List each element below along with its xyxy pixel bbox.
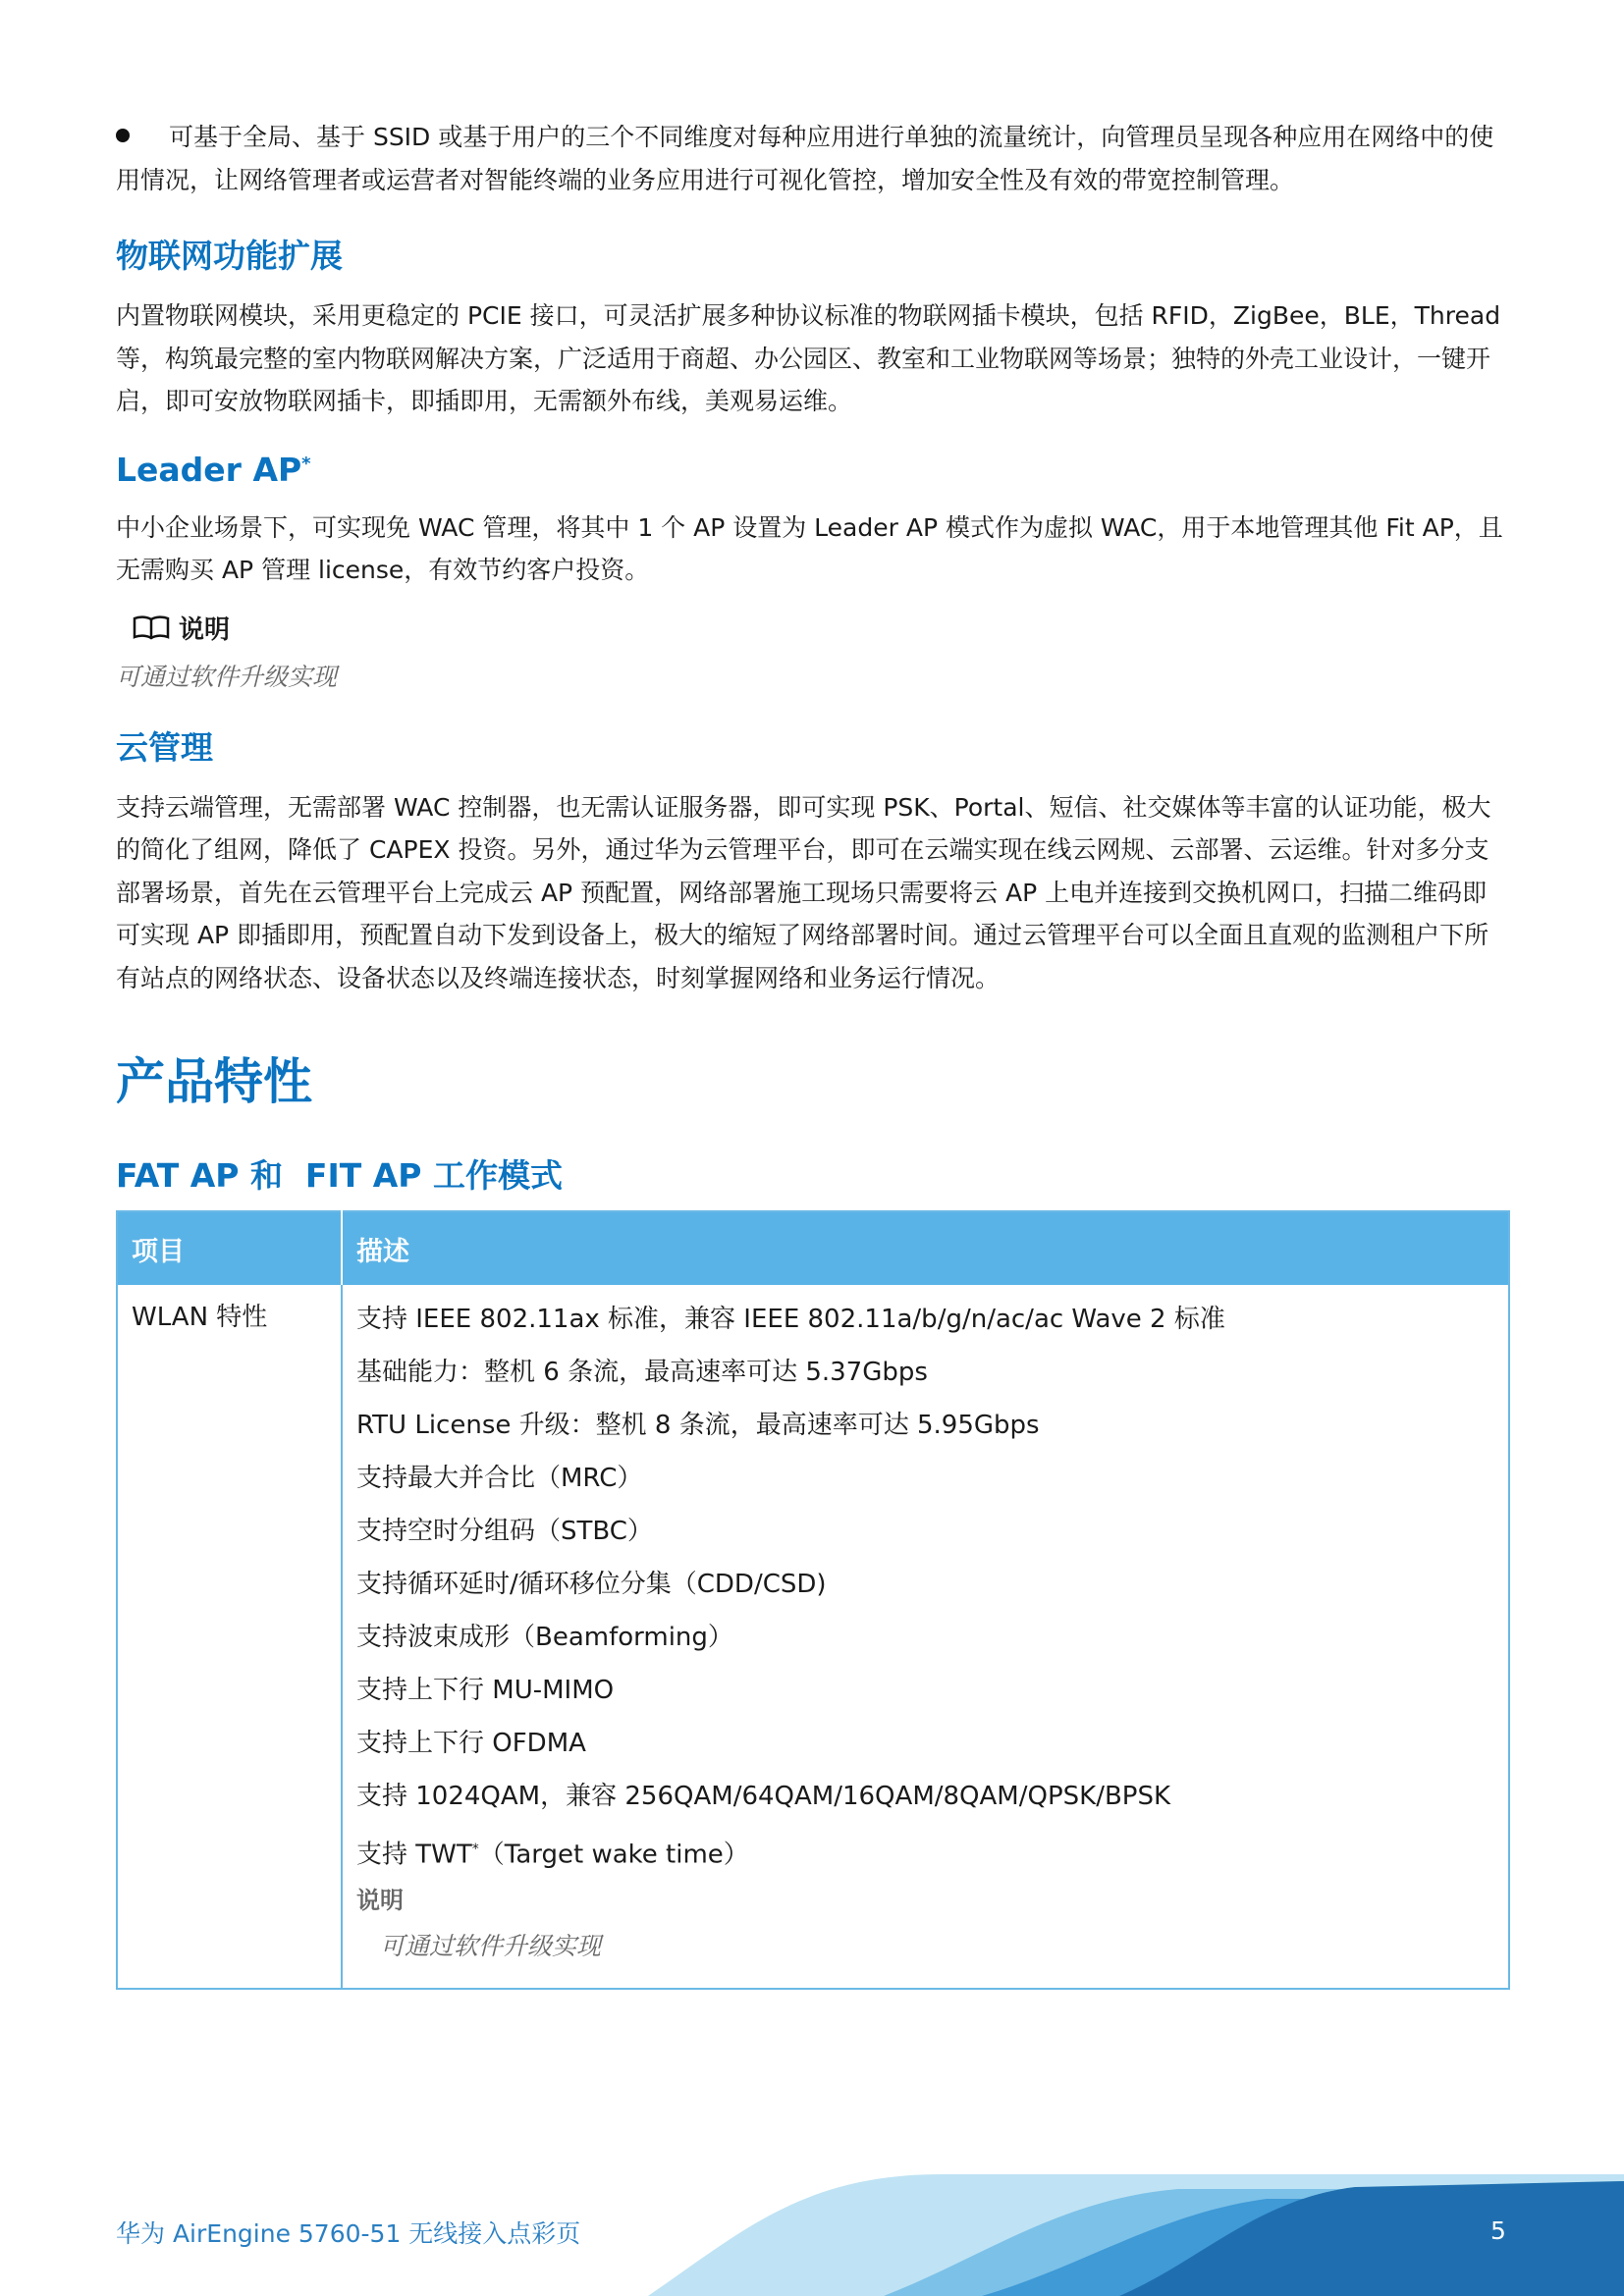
twt-mark: * (471, 1842, 479, 1857)
leader-ap-title-text: Leader AP (116, 450, 302, 489)
leader-ap-note-label: 说明 (179, 614, 231, 645)
leader-ap-section-title (116, 451, 1510, 489)
features-heading: 产品特性 (116, 1053, 312, 1110)
header-item: 项目 (117, 1211, 342, 1285)
spec-line: 基础能力：整机 6 条流，最高速率可达 5.37Gbps (356, 1358, 928, 1387)
footer-title: 华为 AirEngine 5760-51 无线接入点彩页 (116, 2219, 581, 2248)
header-description: 描述 (342, 1211, 1509, 1285)
table-row (117, 1285, 1509, 1989)
page-number: 5 (1490, 2216, 1506, 2245)
leader-ap-section-body: 中小企业场景下，可实现免 WAC 管理，将其中 1 个 AP 设置为 Leader AP 模式作为虚拟 WAC，用于本地管理其他 Fit AP，且无需购买 AP 管理 license，有效节约客户投资。 (116, 512, 1503, 584)
twt-prefix: 支持 TWT (356, 1840, 472, 1870)
intro-bullet-paragraph (116, 116, 1510, 201)
intro-bullet-text: 可基于全局、基于 SSID 或基于用户的三个不同维度对每种应用进行单独的流量统计，向管理员呈现各种应用在网络中的使用情况，让网络管理者或运营者对智能终端的业务应用进行可视化管控，增加安全性及有效的带宽控制管理。 (116, 123, 1494, 194)
spec-line: 支持波束成形（Beamforming） (356, 1623, 733, 1652)
leader-ap-note-heading (132, 610, 1510, 646)
spec-line: 支持 1024QAM，兼容 256QAM/64QAM/16QAM/8QAM/QPSK/BPSK (356, 1782, 1171, 1811)
cloud-section-body: 支持云端管理，无需部署 WAC 控制器，也无需认证服务器，即可实现 PSK、Portal、短信、社交媒体等丰富的认证功能，极大的简化了组网，降低了 CAPEX 投资。另外，通过华为云管理平台，即可在云端实现在线云网规、云部署、云运维。针对多分支部署场景，首先在云管理平台上完成云 AP 预配置，网络部署施工现场只需要将云 AP 上电并连接到交换机网口，扫描二维码即可实现 AP 即插即用，预配置自动下发到设备上，极大的缩短了网络部署时间。通过云管理平台可以全面且直观的监测租户下所有站点的网络状态、设备状态以及终端连接状态，时刻掌握网络和业务运行情况。 (116, 792, 1491, 992)
iot-section-title: 物联网功能扩展 (116, 237, 343, 275)
spec-line: 支持上下行 OFDMA (356, 1729, 586, 1758)
page-content (116, 116, 1510, 1990)
leader-ap-note-text: 可通过软件升级实现 (116, 662, 338, 691)
spec-line: 支持最大并合比（MRC） (356, 1464, 643, 1493)
spec-line: 支持空时分组码（STBC） (356, 1517, 653, 1546)
cloud-section-title: 云管理 (116, 727, 213, 767)
table-note-text: 可通过软件升级实现 (380, 1932, 602, 1960)
row-label-wlan: WLAN 特性 (117, 1285, 342, 1989)
table-note-label: 说明 (356, 1887, 404, 1914)
book-icon (132, 614, 171, 640)
spec-line: 支持上下行 MU-MIMO (356, 1676, 615, 1705)
row-description (342, 1285, 1509, 1989)
iot-section-body: 内置物联网模块，采用更稳定的 PCIE 接口，可灵活扩展多种协议标准的物联网插卡模块，包括 RFID，ZigBee，BLE，Thread 等，构筑最完整的室内物联网解决方案，广泛适用于商超、办公园区、教室和工业物联网等场景；独特的外壳工业设计，一键开启，即可安放物联网插卡，即插即用，无需额外布线，美观易运维。 (116, 301, 1501, 415)
twt-suffix: （Target wake time） (478, 1840, 749, 1870)
table-header-row (117, 1211, 1509, 1285)
spec-line: 支持循环延时/循环移位分集（CDD/CSD) (356, 1570, 827, 1599)
spec-line: 支持 IEEE 802.11ax 标准，兼容 IEEE 802.11a/b/g/n/ac/ac Wave 2 标准 (356, 1305, 1225, 1334)
bullet-icon (116, 129, 130, 142)
spec-line: RTU License 升级：整机 8 条流，最高速率可达 5.95Gbps (356, 1411, 1040, 1440)
work-mode-subtitle: FAT AP 和 FIT AP 工作模式 (116, 1156, 563, 1195)
leader-ap-title-mark: * (301, 453, 311, 474)
spec-table (116, 1210, 1510, 1990)
spec-line-twt (356, 1823, 1494, 1876)
